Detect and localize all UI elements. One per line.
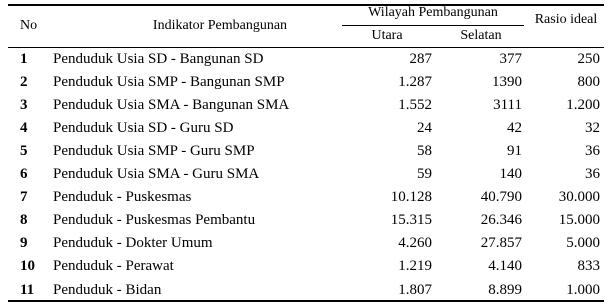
row-number: 2 bbox=[20, 73, 28, 90]
row-rasio-value: 36 bbox=[585, 166, 600, 182]
row-selatan-value: 140 bbox=[499, 166, 522, 182]
row-rasio-value: 833 bbox=[577, 258, 600, 275]
row-number: 7 bbox=[20, 189, 28, 206]
row-number: 1 bbox=[20, 50, 28, 67]
row-selatan-value: 40.790 bbox=[480, 189, 522, 206]
row-number: 10 bbox=[20, 258, 35, 275]
header-no: No bbox=[20, 18, 38, 33]
row-indikator: Penduduk Usia SD - Guru SD bbox=[53, 119, 234, 136]
row-number: 8 bbox=[20, 212, 28, 229]
row-indikator: Penduduk Usia SMP - Bangunan SMP bbox=[53, 73, 285, 90]
row-utara-value: 287 bbox=[409, 50, 432, 67]
row-rasio-value: 15.000 bbox=[558, 212, 600, 229]
row-rasio-value: 30.000 bbox=[558, 189, 600, 206]
row-number: 4 bbox=[20, 119, 28, 136]
row-selatan-value: 42 bbox=[507, 119, 522, 136]
header-utara: Utara bbox=[371, 28, 403, 43]
row-rasio-value: 32 bbox=[585, 119, 600, 136]
row-selatan-value: 26.346 bbox=[480, 212, 522, 229]
header-selatan: Selatan bbox=[460, 28, 502, 43]
row-rasio-value: 5.000 bbox=[566, 235, 600, 252]
table-bottom-rule bbox=[8, 300, 604, 302]
row-selatan-value: 1390 bbox=[492, 73, 522, 90]
row-selatan-value: 377 bbox=[499, 50, 522, 67]
row-rasio-value: 1.200 bbox=[566, 96, 600, 113]
header-indikator: Indikator Pembangunan bbox=[152, 18, 288, 33]
row-number: 11 bbox=[20, 281, 35, 298]
row-indikator: Penduduk - Puskesmas Pembantu bbox=[53, 212, 256, 229]
row-selatan-value: 91 bbox=[507, 142, 522, 159]
row-indikator: Penduduk - Perawat bbox=[53, 258, 174, 275]
row-rasio-value: 36 bbox=[585, 142, 600, 159]
row-selatan-value: 8.899 bbox=[488, 281, 522, 298]
row-indikator: Penduduk - Puskesmas bbox=[53, 189, 192, 206]
header-rasio: Rasio ideal bbox=[534, 12, 598, 27]
row-utara-value: 58 bbox=[417, 142, 432, 159]
row-utara-value: 1.552 bbox=[398, 96, 432, 113]
row-rasio-value: 1.000 bbox=[566, 281, 600, 298]
row-selatan-value: 3111 bbox=[493, 96, 522, 113]
row-utara-value: 1.287 bbox=[398, 73, 432, 90]
row-utara-value: 10.128 bbox=[390, 189, 432, 206]
row-indikator: Penduduk - Dokter Umum bbox=[53, 235, 213, 252]
row-indikator: Penduduk Usia SMA - Bangunan SMA bbox=[53, 96, 290, 113]
row-utara-value: 1.219 bbox=[398, 258, 432, 275]
row-number: 9 bbox=[20, 235, 28, 252]
row-utara-value: 24 bbox=[417, 119, 432, 136]
row-number: 6 bbox=[20, 166, 28, 182]
row-rasio-value: 800 bbox=[577, 73, 600, 90]
row-indikator: Penduduk Usia SD - Bangunan SD bbox=[53, 50, 264, 67]
row-rasio-value: 250 bbox=[577, 50, 600, 67]
row-utara-value: 4.260 bbox=[398, 235, 432, 252]
row-utara-value: 15.315 bbox=[390, 212, 432, 229]
row-indikator: Penduduk Usia SMP - Guru SMP bbox=[53, 142, 255, 159]
row-number: 5 bbox=[20, 142, 28, 159]
row-utara-value: 1.807 bbox=[398, 281, 432, 298]
row-utara-value: 59 bbox=[417, 166, 432, 182]
row-indikator: Penduduk Usia SMA - Guru SMA bbox=[53, 166, 260, 182]
header-wilayah: Wilayah Pembangunan bbox=[368, 5, 498, 20]
row-number: 3 bbox=[20, 96, 28, 113]
row-selatan-value: 4.140 bbox=[488, 258, 522, 275]
row-selatan-value: 27.857 bbox=[480, 235, 522, 252]
row-indikator: Penduduk - Bidan bbox=[53, 281, 162, 298]
